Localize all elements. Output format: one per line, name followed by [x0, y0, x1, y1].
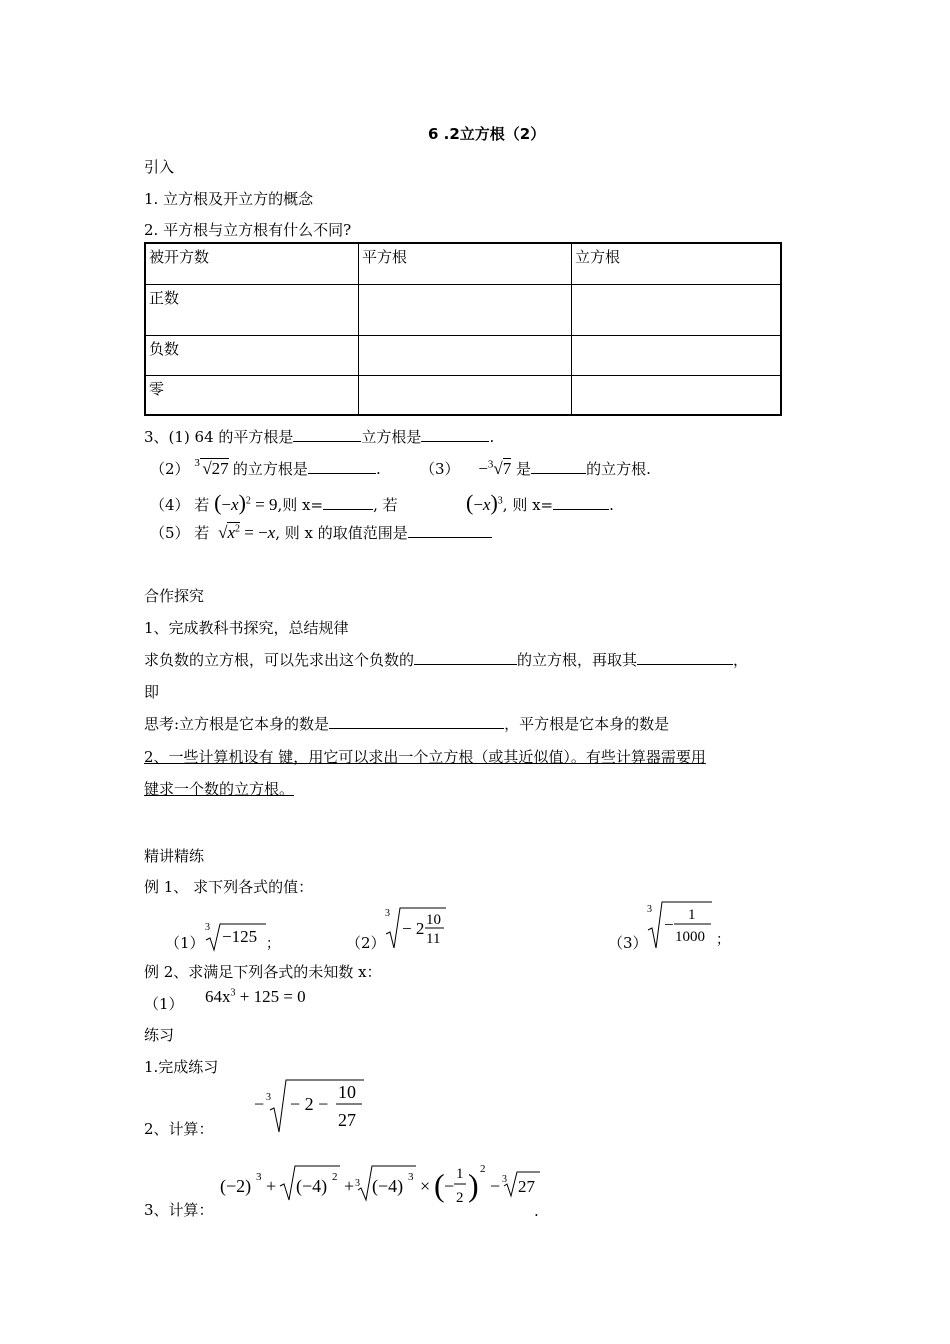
practice-item-2: 2、计算： — [144, 1120, 214, 1138]
numerator: 10 — [426, 912, 441, 928]
answer-blank[interactable] — [323, 494, 373, 510]
term-1: (−2) — [220, 1176, 252, 1196]
numerator: 10 — [338, 1082, 356, 1102]
question-3-3: （3） −$^3$√7 是 的立方根. — [420, 458, 651, 478]
example-2-heading: 例 2、求满足下列各式的未知数 x： — [144, 963, 382, 981]
equation-sqrt-x2: $√x^2 = -x$ — [218, 523, 276, 542]
root-index: 3 — [205, 922, 210, 933]
expression-practice-2 — [252, 1076, 372, 1136]
term-3: (−4) — [372, 1176, 404, 1196]
table-header: 被开方数 — [145, 243, 359, 284]
root-index: 3 — [385, 908, 390, 919]
table-header: 立方根 — [572, 243, 782, 284]
practice-item-3: 3、计算： — [144, 1201, 214, 1219]
radicand: −125 — [222, 927, 258, 946]
cube-root-neg-fraction — [644, 898, 730, 952]
root-index: 3 — [647, 904, 652, 915]
plus-sign: + — [266, 1176, 277, 1196]
answer-blank[interactable] — [408, 522, 492, 538]
table-row-label: 零 — [145, 375, 359, 415]
intro-item-1: 1. 立方根及开立方的概念 — [144, 190, 314, 208]
trailing-dot: . — [534, 1202, 539, 1220]
exponent: 3 — [256, 1171, 262, 1183]
example-1-part-2: （2） — [346, 934, 386, 952]
question-3-5: （5） 若 $√x^2 = -x$, 则 x 的取值范围是 — [150, 522, 492, 543]
radicand-part: − 2 − — [290, 1094, 329, 1114]
denominator: 11 — [426, 931, 441, 947]
radicand: 27 — [518, 1177, 535, 1196]
answer-blank[interactable] — [553, 494, 609, 510]
cube-root-27: 3 √27 — [194, 457, 229, 478]
minus-sign: − — [444, 1176, 455, 1196]
expression-practice-3 — [218, 1158, 544, 1216]
example-1-part-3: （3） — [608, 934, 648, 952]
explore-rule-cont: 即 — [144, 683, 160, 701]
explore-item-1: 1、完成教科书探究，总结规律 — [144, 619, 349, 637]
root-index: 3 — [355, 1178, 360, 1189]
table-cell — [359, 335, 572, 375]
term-2: (−4) — [296, 1176, 328, 1196]
question-3-2: （2） 3 √27 的立方根是 . — [150, 457, 381, 478]
table-cell — [572, 375, 782, 415]
cube-root-mixed-fraction — [382, 904, 452, 952]
answer-blank[interactable] — [414, 649, 517, 665]
minus-sign: − — [490, 1176, 501, 1196]
explore-item-2-line1: 2、一些计算机设有 键，用它可以求出一个立方根（或其近似值）。有些计算器需要用 — [144, 748, 706, 766]
equation-neg-x-squared: $(-x)^2 = 9$ — [214, 490, 278, 515]
times-sign: × — [420, 1176, 431, 1196]
explore-item-2-line2: 键求一个数的立方根。 — [144, 780, 295, 798]
section-heading-explore: 合作探究 — [144, 587, 205, 605]
question-3-4b: $(-x)^3$, 则 x= . — [466, 490, 614, 515]
cube-root-neg125 — [202, 918, 280, 954]
mixed-whole: − 2 — [402, 919, 425, 938]
plus-sign: + — [344, 1176, 355, 1196]
example-1-heading: 例 1、 求下列各式的值： — [144, 878, 314, 896]
question-3-4: （4） 若 $(-x)^2 = 9$,则 x= , 若 — [150, 490, 398, 515]
section-heading-practice: 练习 — [144, 1026, 175, 1044]
exponent: 2 — [332, 1171, 338, 1183]
right-paren: ) — [468, 1167, 479, 1203]
exponent: 3 — [408, 1171, 414, 1183]
left-paren: ( — [434, 1167, 445, 1203]
denominator: 27 — [338, 1110, 356, 1130]
equation-neg-x-cubed: $(-x)^3$ — [466, 490, 503, 515]
numerator: 1 — [456, 1166, 464, 1182]
denominator: 2 — [456, 1190, 464, 1206]
comparison-table — [144, 242, 782, 416]
table-row-label: 正数 — [145, 284, 359, 335]
minus-sign: − — [254, 1094, 265, 1114]
explore-rule: 求负数的立方根，可以先求出这个负数的 的立方根，再取其 ， — [144, 651, 749, 669]
question-3-1: 3、(1) 64 的平方根是 立方根是 . — [144, 428, 495, 446]
explore-think: 思考:立方根是它本身的数是 ，平方根是它本身的数是 — [144, 715, 670, 733]
section-heading-intro: 引入 — [144, 158, 175, 176]
answer-blank[interactable] — [329, 713, 504, 729]
table-cell — [359, 284, 572, 335]
answer-blank[interactable] — [293, 426, 361, 442]
table-row-label: 负数 — [145, 335, 359, 375]
exponent: 2 — [480, 1163, 486, 1175]
practice-item-1: 1.完成练习 — [144, 1058, 219, 1076]
table-cell — [359, 375, 572, 415]
table-cell — [572, 284, 782, 335]
numerator: 1 — [688, 907, 696, 923]
answer-blank[interactable] — [308, 458, 376, 474]
table-header: 平方根 — [359, 243, 572, 284]
answer-blank[interactable] — [531, 458, 586, 474]
equation-ex2: $64x^3 + 125 = 0$ — [205, 987, 306, 1006]
answer-blank[interactable] — [421, 426, 489, 442]
root-index: 3 — [266, 1092, 271, 1103]
table-cell — [572, 335, 782, 375]
root-index: 3 — [502, 1174, 507, 1185]
example-2-part-1: （1） — [144, 995, 184, 1013]
example-1-part-1: （1） — [165, 934, 205, 952]
semicolon: ； — [716, 933, 730, 948]
answer-blank[interactable] — [637, 649, 733, 665]
section-heading-lecture: 精讲精练 — [144, 847, 205, 865]
minus-sign: − — [664, 915, 674, 934]
neg-cube-root-7: −$^3$√7 — [478, 458, 512, 478]
denominator: 1000 — [675, 929, 705, 945]
page-title: 6 .2立方根（2） — [428, 125, 546, 143]
intro-item-2: 2. 平方根与立方根有什么不同? — [144, 221, 352, 239]
semicolon: ； — [266, 937, 280, 952]
